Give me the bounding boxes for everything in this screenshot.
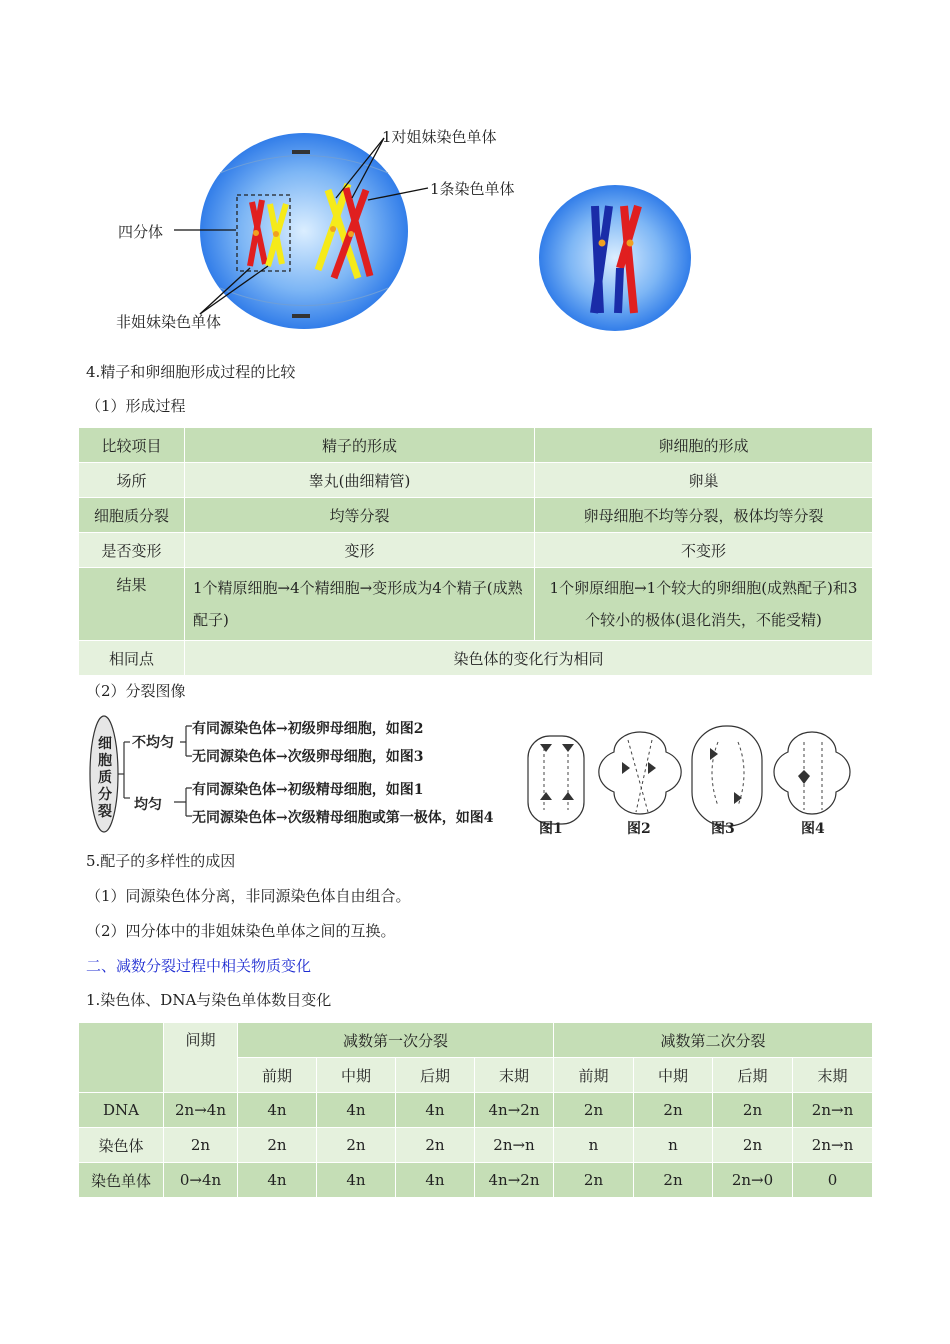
egg-cell: 卵巢	[535, 463, 873, 498]
row-label: 场所	[79, 463, 185, 498]
section5-p2: （2）四分体中的非姐妹染色单体之间的互换。	[86, 922, 396, 940]
phase-header: 后期	[713, 1058, 793, 1093]
table-row	[79, 1163, 873, 1198]
row-label: 是否变形	[79, 533, 185, 568]
value-cell: 2n	[317, 1128, 396, 1163]
comparison-table	[78, 427, 873, 676]
value-cell: 2n→n	[793, 1093, 873, 1128]
table-row	[79, 533, 873, 568]
table-row	[79, 428, 873, 463]
corner-cell	[79, 1023, 164, 1093]
value-cell: 0→4n	[164, 1163, 238, 1198]
egg-cell: 1个卵原细胞→1个较大的卵细胞(成熟配子)和3个较小的极体(退化消失，不能受精)	[535, 568, 873, 641]
value-cell: 2n	[634, 1093, 713, 1128]
section4-title: 4.精子和卵细胞形成过程的比较	[86, 363, 296, 381]
value-cell: 2n	[554, 1163, 634, 1198]
section4-sub2: （2）分裂图像	[86, 682, 186, 700]
table-row	[79, 498, 873, 533]
phase-header: 末期	[793, 1058, 873, 1093]
label-sister-chromatids: 1对姐妹染色单体	[382, 128, 497, 146]
leaf-item: 有同源染色体→初级精母细胞，如图1	[192, 782, 424, 798]
value-cell: 4n→2n	[475, 1093, 554, 1128]
table-row	[79, 568, 873, 641]
fig-label: 图3	[711, 821, 735, 837]
label-non-sister: 非姐妹染色单体	[116, 313, 222, 331]
phase-header: 前期	[238, 1058, 317, 1093]
table-row	[79, 641, 873, 676]
value-cell: n	[554, 1128, 634, 1163]
value-cell: 2n→4n	[164, 1093, 238, 1128]
egg-cell: 卵母细胞不均等分裂，极体均等分裂	[535, 498, 873, 533]
section5-title: 5.配子的多样性的成因	[86, 852, 236, 870]
row-label: 相同点	[79, 641, 185, 676]
value-cell: 4n	[396, 1093, 475, 1128]
header-cell: 比较项目	[79, 428, 185, 463]
interphase-header: 间期	[164, 1023, 238, 1093]
leaf-item: 无同源染色体→次级卵母细胞，如图3	[192, 749, 424, 765]
phase-header: 中期	[634, 1058, 713, 1093]
table-row	[79, 463, 873, 498]
phase-header: 后期	[396, 1058, 475, 1093]
same-cell: 染色体的变化行为相同	[185, 641, 873, 676]
section-two-sub1: 1.染色体、DNA与染色单体数目变化	[86, 991, 332, 1009]
label-chromatid: 1条染色单体	[430, 180, 515, 198]
section-two-title: 二、减数分裂过程中相关物质变化	[86, 957, 312, 975]
value-cell: 4n	[238, 1093, 317, 1128]
value-cell: 2n→n	[793, 1128, 873, 1163]
table-row	[79, 1128, 873, 1163]
row-label: 染色单体	[79, 1163, 164, 1198]
count-table	[78, 1022, 873, 1198]
value-cell: 2n→n	[475, 1128, 554, 1163]
value-cell: 4n	[238, 1163, 317, 1198]
section5-p1: （1）同源染色体分离，非同源染色体自由组合。	[86, 887, 411, 905]
sperm-cell: 睾丸(曲细精管)	[185, 463, 535, 498]
row-label: DNA	[79, 1093, 164, 1128]
value-cell: 2n→0	[713, 1163, 793, 1198]
value-cell: n	[634, 1128, 713, 1163]
section4-sub1: （1）形成过程	[86, 397, 186, 415]
value-cell: 4n→2n	[475, 1163, 554, 1198]
leaf-item: 无同源染色体→次级精母细胞或第一极体，如图4	[192, 810, 494, 826]
phase-header: 前期	[554, 1058, 634, 1093]
value-cell: 2n	[396, 1128, 475, 1163]
fig-label: 图4	[801, 821, 825, 837]
leaf-item: 有同源染色体→初级卵母细胞，如图2	[192, 721, 424, 737]
egg-cell: 不变形	[535, 533, 873, 568]
fig-label: 图2	[627, 821, 651, 837]
phase-header: 末期	[475, 1058, 554, 1093]
value-cell: 2n	[713, 1128, 793, 1163]
value-cell: 2n	[713, 1093, 793, 1128]
table-row	[79, 1093, 873, 1128]
row-label: 细胞质分裂	[79, 498, 185, 533]
label-tetrad: 四分体	[118, 223, 164, 241]
sperm-cell: 1个精原细胞→4个精细胞→变形成为4个精子(成熟配子)	[185, 568, 535, 641]
value-cell: 2n	[634, 1163, 713, 1198]
meiosis2-header: 减数第二次分裂	[554, 1023, 873, 1058]
phase-header: 中期	[317, 1058, 396, 1093]
value-cell: 2n	[554, 1093, 634, 1128]
division-root: 细胞质分裂	[98, 736, 112, 820]
sperm-cell: 均等分裂	[185, 498, 535, 533]
value-cell: 0	[793, 1163, 873, 1198]
table-row	[79, 1023, 873, 1058]
row-label: 染色体	[79, 1128, 164, 1163]
row-label: 结果	[79, 568, 185, 641]
header-cell: 卵细胞的形成	[535, 428, 873, 463]
branch-even: 均匀	[134, 797, 162, 813]
value-cell: 2n	[164, 1128, 238, 1163]
value-cell: 4n	[396, 1163, 475, 1198]
branch-uneven: 不均匀	[132, 735, 174, 751]
sperm-cell: 变形	[185, 533, 535, 568]
meiosis1-header: 减数第一次分裂	[238, 1023, 554, 1058]
value-cell: 4n	[317, 1093, 396, 1128]
fig-label: 图1	[539, 821, 563, 837]
cell-large	[200, 133, 408, 329]
tetrad-figure	[90, 118, 710, 340]
header-cell: 精子的形成	[185, 428, 535, 463]
value-cell: 4n	[317, 1163, 396, 1198]
value-cell: 2n	[238, 1128, 317, 1163]
